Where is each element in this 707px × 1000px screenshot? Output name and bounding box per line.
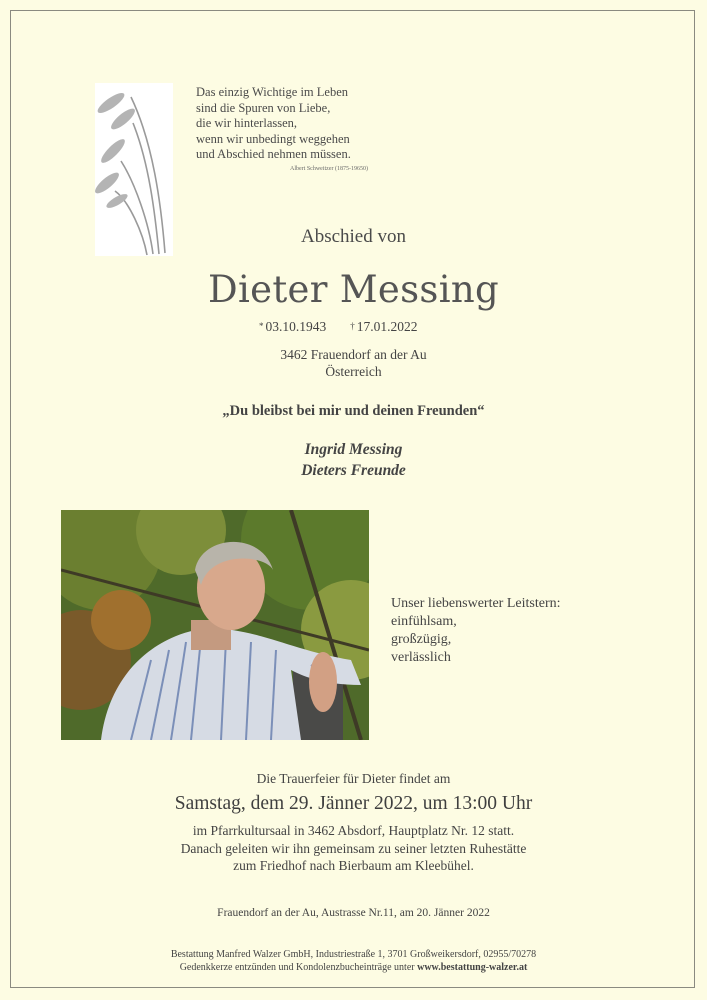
portrait-photo	[61, 510, 369, 740]
address-country: Österreich	[325, 364, 382, 379]
tribute-line: verlässlich	[391, 650, 451, 665]
tribute-text	[391, 595, 561, 667]
life-dates	[259, 319, 418, 335]
condolence-text: Gedenkkerze entzünden und Kondolenzbucheinträge unter	[179, 962, 418, 973]
death-date: 17.01.2022	[356, 319, 418, 334]
farewell-heading: Abschied von	[300, 226, 406, 247]
tribute-line: großzügig,	[391, 632, 452, 647]
mourner-name: Ingrid Messing	[304, 441, 403, 458]
website-link[interactable]: www.bestattung-walzer.at	[417, 962, 528, 973]
death-symbol: †	[350, 321, 355, 331]
quote-line: Das einzig Wichtige im Leben	[196, 85, 348, 99]
deceased-name: Dieter Messing	[208, 268, 499, 311]
residence-address	[0, 346, 707, 380]
funeral-detail-line: Danach geleiten wir ihn gemeinsam zu seiner letzten Ruhestätte	[180, 840, 527, 856]
memorial-quote	[196, 85, 396, 173]
mourners	[0, 439, 707, 481]
place-and-date: Frauendorf an der Au, Austrasse Nr.11, am 20. Jänner 2022	[217, 907, 490, 919]
funeral-datetime: Samstag, dem 29. Jänner 2022, um 13:00 Uhr	[174, 793, 533, 814]
funeral-intro: Die Trauerfeier für Dieter findet am	[256, 771, 451, 786]
mourner-name: Dieters Freunde	[301, 462, 406, 479]
tribute-line: einfühlsam,	[391, 614, 457, 629]
tribute-line: Unser liebenswerter Leitstern:	[391, 596, 561, 611]
funeral-details	[0, 822, 707, 875]
funeral-detail-line: im Pfarrkultursaal in 3462 Absdorf, Hauptplatz Nr. 12 statt.	[192, 823, 515, 838]
undertaker-address: Bestattung Manfred Walzer GmbH, Industriestraße 1, 3701 Großweikersdorf, 02955/70278	[170, 949, 537, 960]
birth-symbol: *	[259, 321, 264, 331]
quote-line: und Abschied nehmen müssen.	[196, 147, 351, 161]
undertaker-footer	[0, 948, 707, 974]
address-line: 3462 Frauendorf an der Au	[280, 347, 427, 362]
funeral-detail-line: zum Friedhof nach Bierbaum am Kleebühel.	[233, 858, 474, 873]
quote-line: wenn wir unbedingt weggehen	[196, 131, 350, 146]
condolence-line	[0, 961, 707, 974]
birth-date: 03.10.1943	[265, 319, 327, 334]
quote-line: die wir hinterlassen,	[196, 116, 298, 130]
quote-line: sind die Spuren von Liebe,	[196, 100, 331, 115]
motto: „Du bleibst bei mir und deinen Freunden“	[222, 403, 485, 419]
quote-author: Albert Schweitzer (1875-19650)	[290, 165, 368, 172]
